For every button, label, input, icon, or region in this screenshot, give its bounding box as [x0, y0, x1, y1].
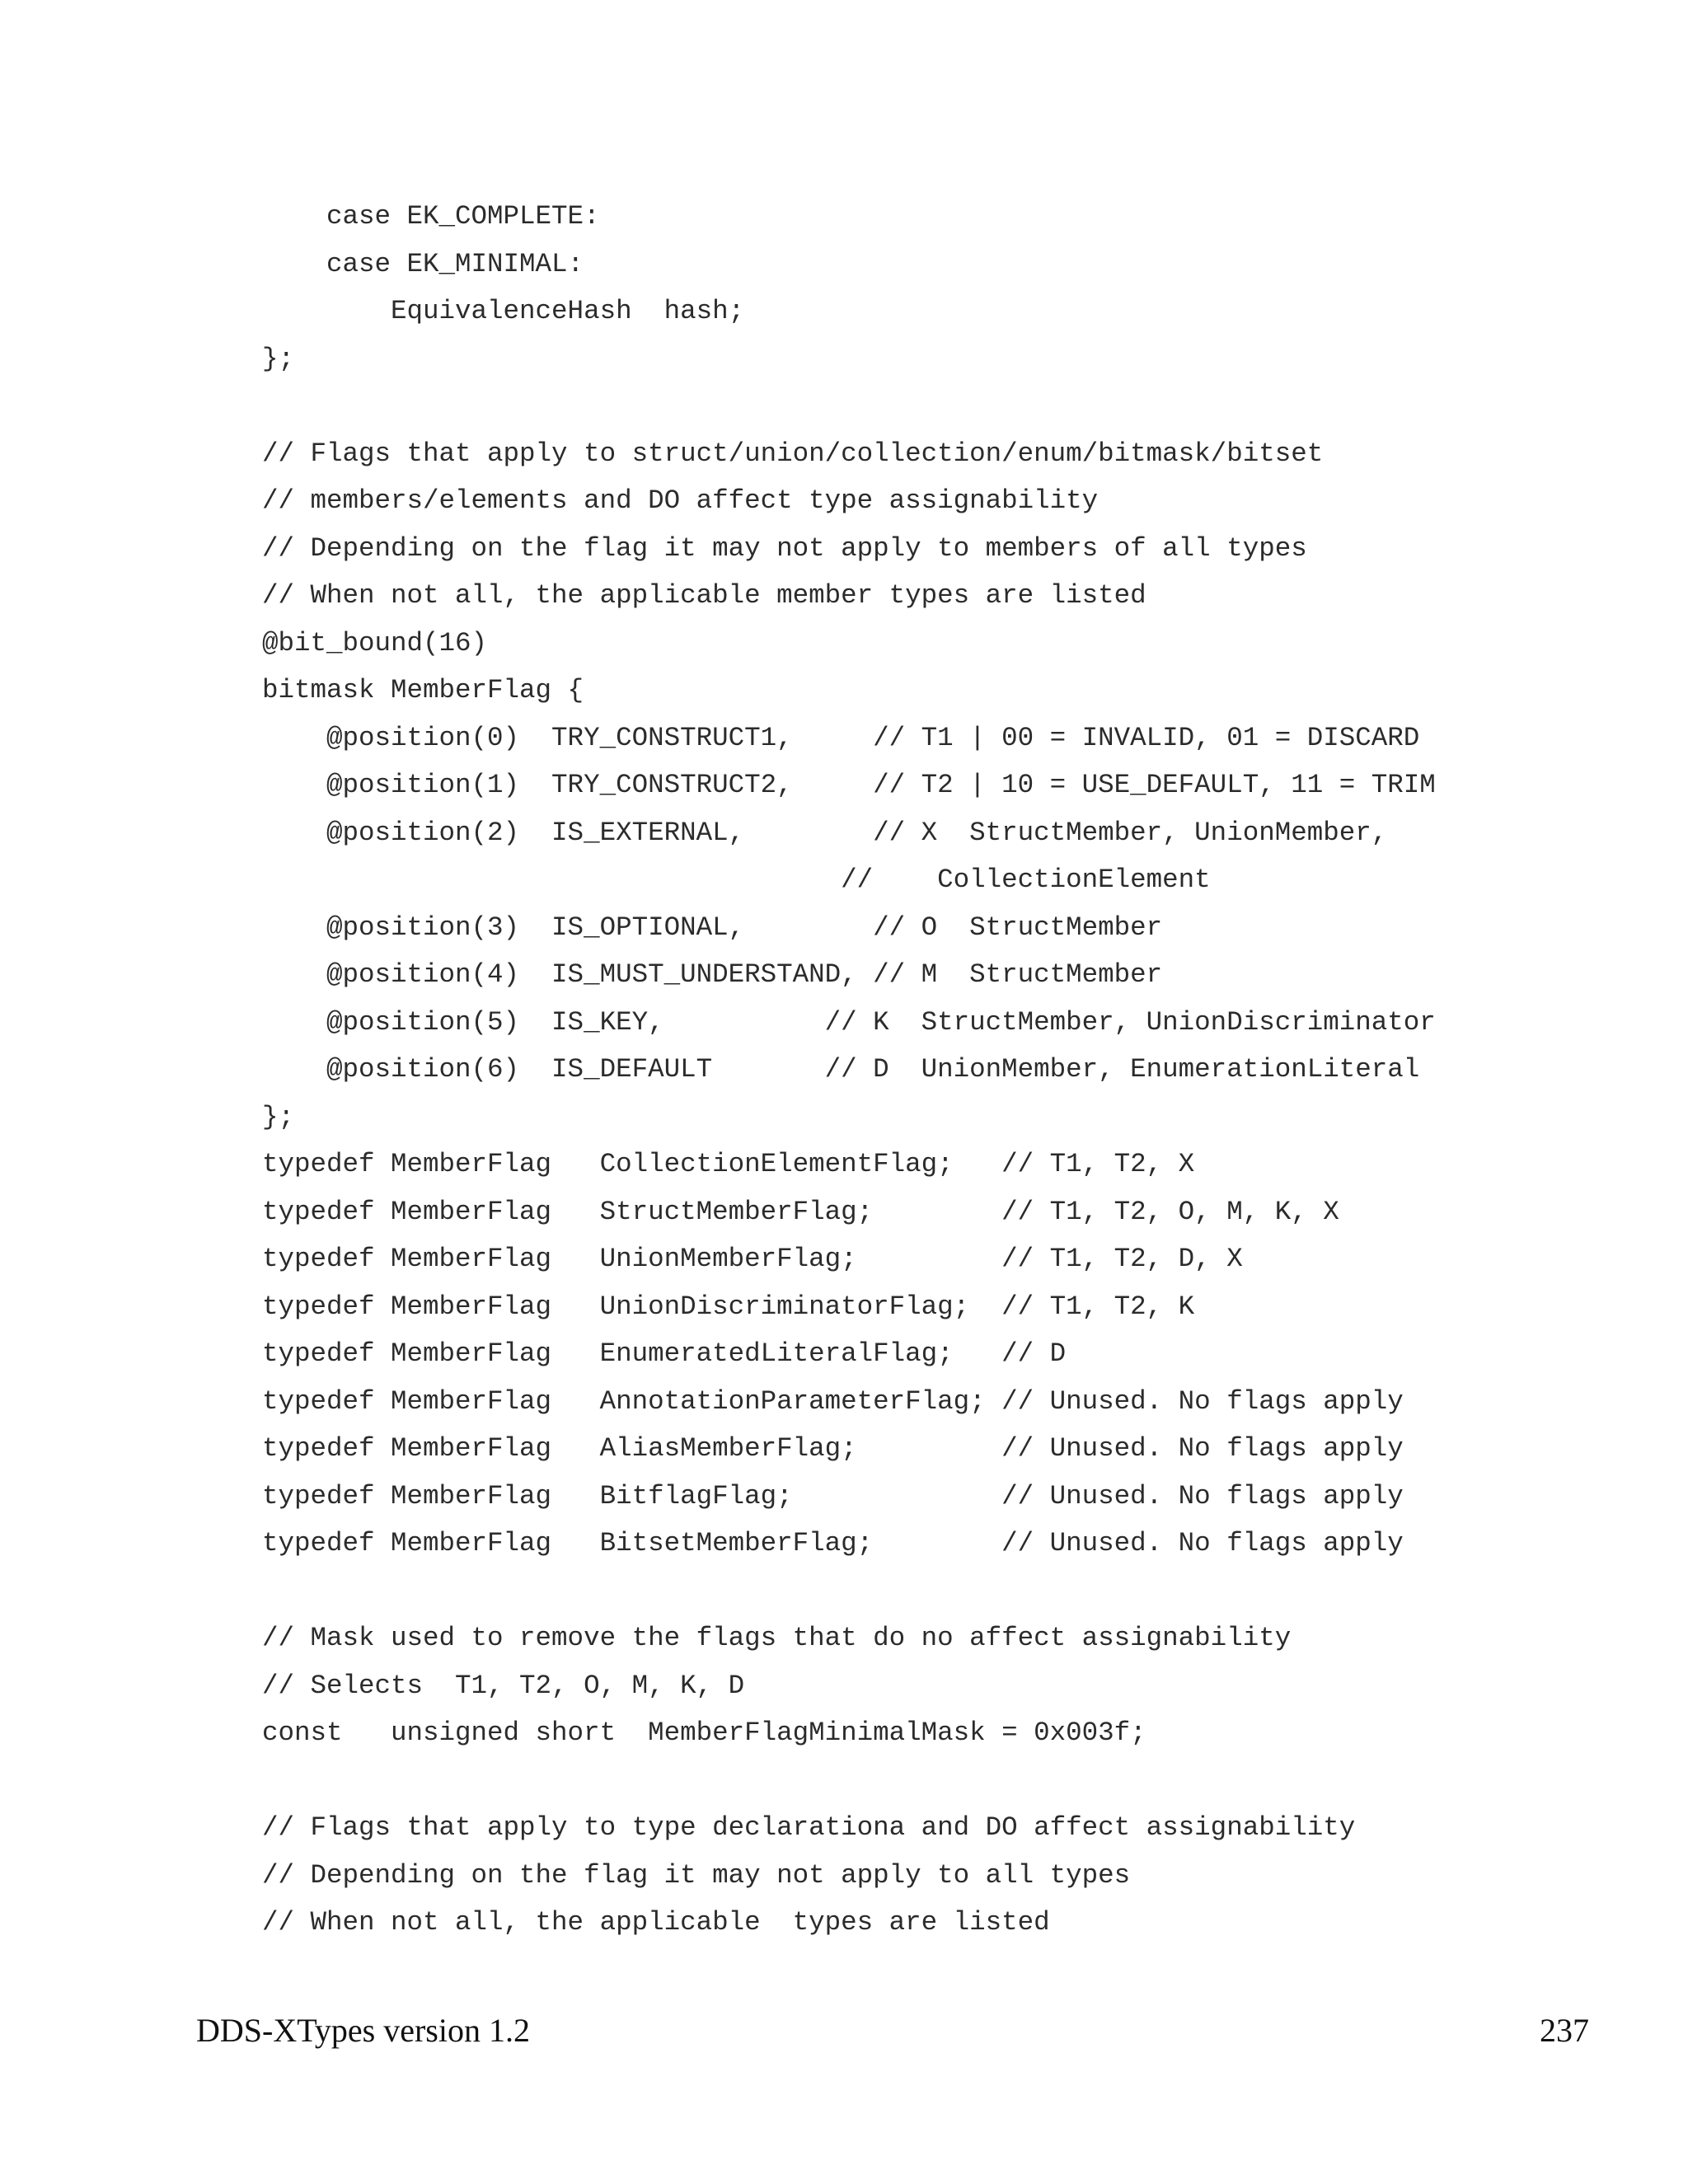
code-line: typedef MemberFlag CollectionElementFlag; // T1, T2, X [262, 1149, 1195, 1179]
code-line: const unsigned short MemberFlagMinimalMask = 0x003f; [262, 1718, 1146, 1748]
code-line: @position(4) IS_MUST_UNDERSTAND, // M StructMember [262, 959, 1163, 990]
code-line: // members/elements and DO affect type assignability [262, 485, 1099, 516]
code-line: typedef MemberFlag UnionMemberFlag; // T1, T2, D, X [262, 1244, 1243, 1274]
code-line: // Mask used to remove the flags that do no affect assignability [262, 1623, 1292, 1653]
code-line: typedef MemberFlag UnionDiscriminatorFlag; // T1, T2, K [262, 1291, 1195, 1322]
code-line: }; [262, 1101, 295, 1132]
code-line: @position(5) IS_KEY, // K StructMember, UnionDiscriminator [262, 1006, 1436, 1038]
code-line: typedef MemberFlag StructMemberFlag; // T1, T2, O, M, K, X [262, 1196, 1339, 1227]
code-line: // When not all, the applicable types are listed [262, 1907, 1050, 1938]
code-listing [262, 193, 1436, 1947]
code-line [262, 1757, 1436, 1805]
code-line: @bit_bound(16) [262, 627, 488, 658]
code-line: typedef MemberFlag AliasMemberFlag; // Unused. No flags apply [262, 1433, 1404, 1464]
code-line: @position(3) IS_OPTIONAL, // O StructMember [262, 912, 1163, 943]
code-line: case EK_MINIMAL: [262, 248, 584, 279]
code-line [262, 382, 1436, 430]
code-line: // CollectionElement [262, 865, 1211, 895]
code-line: case EK_COMPLETE: [262, 201, 600, 232]
code-line: // Depending on the flag it may not apply to all types [262, 1859, 1131, 1891]
code-line: // Depending on the flag it may not apply to members of all types [262, 532, 1307, 564]
code-line [262, 1568, 1436, 1615]
code-line: // Flags that apply to type declarationa and DO affect assignability [262, 1812, 1356, 1843]
page-number: 237 [1540, 2012, 1589, 2049]
code-line: @position(1) TRY_CONSTRUCT2, // T2 | 10 = USE_DEFAULT, 11 = TRIM [262, 770, 1436, 800]
code-line: EquivalenceHash hash; [262, 296, 745, 326]
code-line: typedef MemberFlag EnumeratedLiteralFlag; // D [262, 1338, 1067, 1369]
code-line: typedef MemberFlag AnnotationParameterFlag; // Unused. No flags apply [262, 1385, 1404, 1417]
code-line: // Selects T1, T2, O, M, K, D [262, 1670, 745, 1701]
code-line: // Flags that apply to struct/union/collection/enum/bitmask/bitset [262, 438, 1324, 469]
footer-document-title: DDS-XTypes version 1.2 [196, 2012, 530, 2049]
code-line: typedef MemberFlag BitsetMemberFlag; // Unused. No flags apply [262, 1528, 1404, 1558]
code-line: @position(0) TRY_CONSTRUCT1, // T1 | 00 = INVALID, 01 = DISCARD [262, 722, 1420, 753]
code-line: @position(2) IS_EXTERNAL, // X StructMember, UnionMember, [262, 817, 1388, 848]
code-line: @position(6) IS_DEFAULT // D UnionMember, EnumerationLiteral [262, 1054, 1420, 1085]
code-line: bitmask MemberFlag { [262, 675, 584, 705]
code-line: typedef MemberFlag BitflagFlag; // Unused. No flags apply [262, 1480, 1404, 1511]
code-line: }; [262, 343, 295, 374]
code-line: // When not all, the applicable member types are listed [262, 580, 1146, 611]
